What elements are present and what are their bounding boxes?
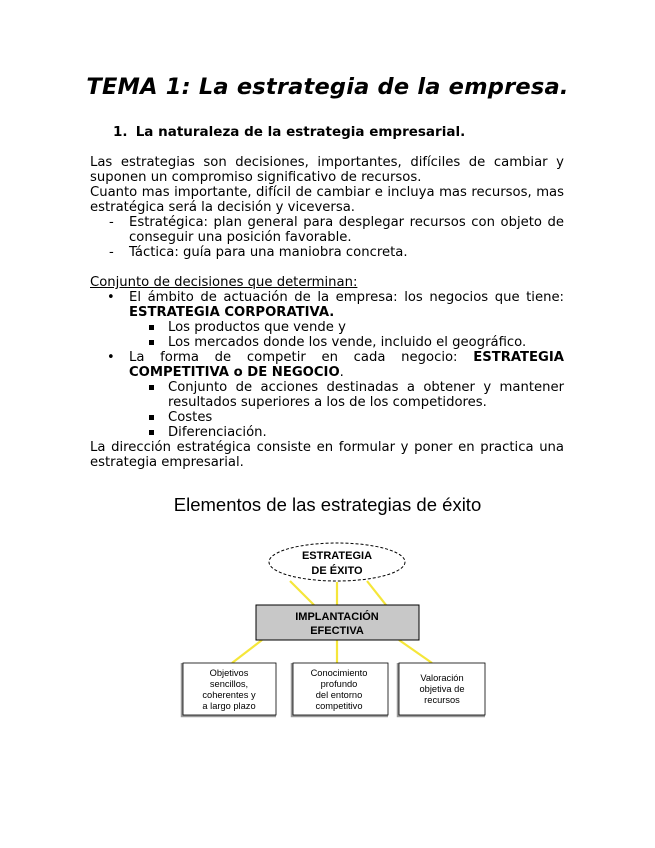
bottom-box-conocimiento	[292, 663, 388, 716]
decisions-heading: Conjunto de decisiones que determinan:	[90, 275, 358, 290]
sub-item-text: Conjunto de acciones destinadas a obtener y mantener resultados superiores a los de los competidores.	[168, 380, 564, 410]
closing-paragraph: La dirección estratégica consiste en formular y poner en practica una estrategia empresarial.	[90, 440, 564, 470]
bullet-bold-text: ESTRATEGIA CORPORATIVA.	[129, 305, 335, 320]
connector-line	[290, 581, 314, 605]
section-number: 1.	[113, 124, 128, 140]
top-node-line-2: DE ÉXITO	[311, 565, 363, 577]
bullet-marker: •	[107, 350, 115, 365]
sub-item-text: Costes	[168, 410, 213, 425]
box-line: a largo plazo	[202, 701, 256, 711]
middle-node-line-1: IMPLANTACIÓN	[295, 611, 379, 623]
intro-paragraph-2: Cuanto mas importante, difícil de cambiar e incluya mas recursos, mas estratégica será la decisión y viceversa.	[90, 185, 564, 215]
bottom-box-valoracion	[398, 663, 485, 716]
dash-marker: -	[109, 215, 114, 230]
bottom-box-objetivos	[182, 663, 276, 716]
sub-item-text: Los mercados donde los vende, incluido el geográfico.	[168, 335, 527, 350]
sub-item-text: Diferenciación.	[168, 425, 267, 440]
connector-line	[232, 640, 262, 663]
box-line: Objetivos	[209, 668, 249, 678]
page-title: TEMA 1: La estrategia de la empresa.	[86, 74, 569, 100]
box-line: Valoración	[420, 673, 464, 683]
dash-item-text: Estratégica: plan general para desplegar recursos con objeto de conseguir una posición favorable.	[129, 215, 564, 245]
dash-item-text: Táctica: guía para una maniobra concreta.	[129, 245, 408, 260]
bullet-text: La forma de competir en cada negocio:	[129, 350, 458, 365]
figure-title: Elementos de las estrategias de éxito	[173, 494, 482, 515]
bullet-marker: •	[107, 290, 115, 305]
box-line: sencillos,	[209, 679, 249, 689]
box-line: competitivo	[315, 701, 363, 711]
box-line: objetiva de	[419, 684, 465, 694]
connector-line	[367, 581, 386, 605]
dash-marker: -	[109, 245, 114, 260]
section-heading-text: La naturaleza de la estrategia empresarial.	[135, 124, 466, 140]
box-line: profundo	[320, 679, 358, 689]
connector-line	[399, 640, 432, 663]
intro-paragraph-1: Las estrategias son decisiones, importantes, difíciles de cambiar y suponen un compromiso significativo de recursos.	[90, 155, 564, 185]
box-line: coherentes y	[202, 690, 256, 700]
box-line: Conocimiento	[310, 668, 368, 678]
middle-node-line-2: EFECTIVA	[310, 625, 364, 637]
sub-item-text: Los productos que vende y	[168, 320, 346, 335]
bullet-end: .	[339, 365, 344, 380]
top-node-line-1: ESTRATEGIA	[301, 550, 373, 562]
box-line: del entorno	[315, 690, 363, 700]
bullet-text: El ámbito de actuación de la empresa: los negocios que tiene:	[129, 290, 564, 305]
bullet-bold-text: ESTRATEGIA COMPETITIVA o DE NEGOCIO	[129, 350, 564, 380]
box-line: recursos	[424, 695, 460, 705]
